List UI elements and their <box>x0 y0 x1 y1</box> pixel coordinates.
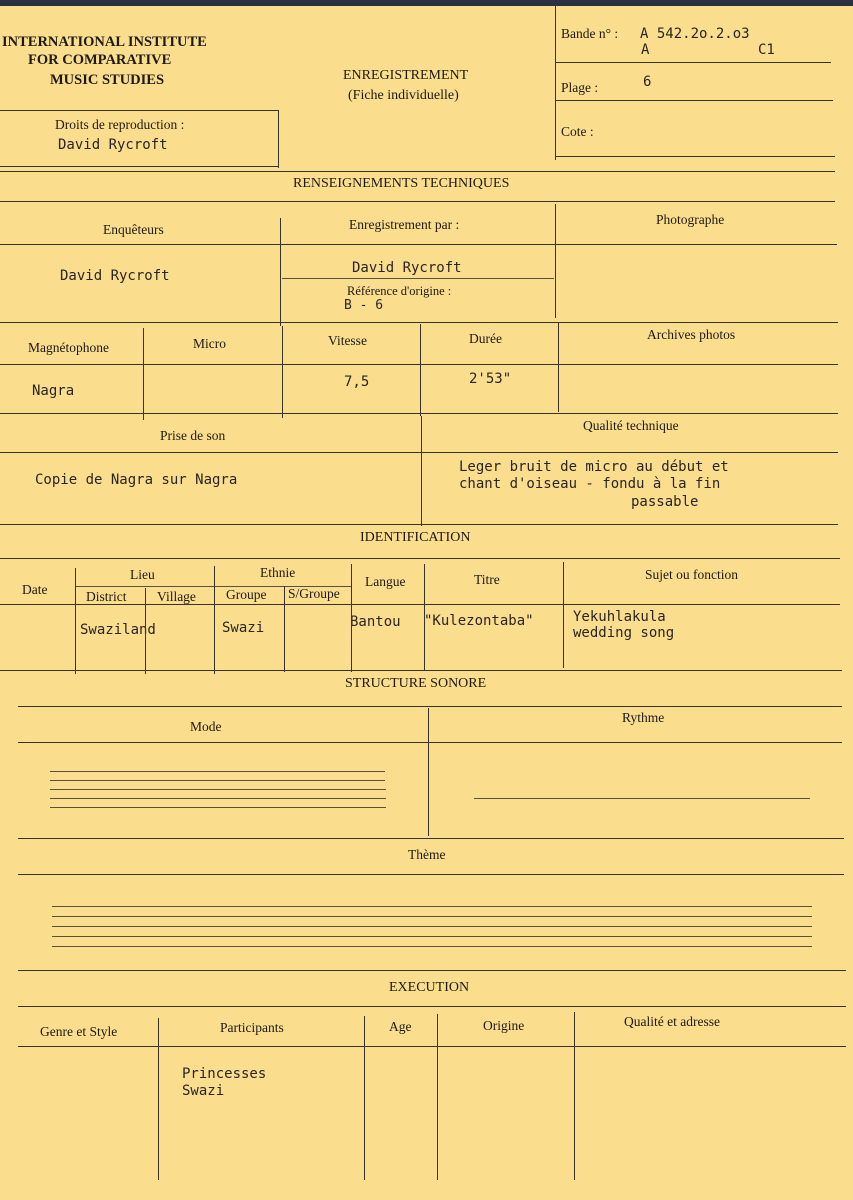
duree-value: 2'53" <box>469 371 512 387</box>
divider <box>278 110 279 168</box>
groupe-label: Groupe <box>226 587 267 602</box>
divider <box>0 171 835 172</box>
divider <box>214 566 215 674</box>
divider <box>282 326 283 418</box>
institute-name-line2: FOR COMPARATIVE <box>28 52 172 68</box>
titre-label: Titre <box>474 572 500 587</box>
divider <box>18 838 844 839</box>
section-technical-title: RENSEIGNEMENTS TECHNIQUES <box>293 176 510 191</box>
divider <box>555 62 831 63</box>
enqueteurs-label: Enquêteurs <box>103 222 164 237</box>
divider <box>424 564 425 670</box>
bande-label: Bande n° : <box>561 26 619 41</box>
theme-line <box>52 946 812 947</box>
divider <box>0 452 838 453</box>
district-label: District <box>86 589 127 604</box>
divider <box>0 201 835 202</box>
reference-label: Référence d'origine : <box>347 284 452 298</box>
origine-label: Origine <box>483 1018 525 1033</box>
divider <box>143 328 144 420</box>
enregistrement-value: David Rycroft <box>352 260 462 276</box>
institute-name-line1: INTERNATIONAL INSTITUTE <box>2 34 207 50</box>
sujet-line2: wedding song <box>573 625 675 641</box>
qualite-adresse-label: Qualité et adresse <box>624 1014 720 1029</box>
date-label: Date <box>22 582 48 597</box>
divider <box>0 670 842 671</box>
divider <box>0 166 278 167</box>
cote-label: Cote : <box>561 124 594 139</box>
qualite-line2: chant d'oiseau - fondu à la fin <box>459 476 721 492</box>
divider <box>0 558 840 559</box>
divider <box>555 156 835 157</box>
bande-side: A <box>641 42 650 58</box>
section-structure-title: STRUCTURE SONORE <box>345 676 487 691</box>
divider <box>158 1018 159 1180</box>
rythme-line <box>474 798 810 799</box>
genre-label: Genre et Style <box>40 1024 118 1039</box>
document-title: ENREGISTREMENT <box>343 68 469 83</box>
theme-line <box>52 906 812 907</box>
enqueteurs-value: David Rycroft <box>60 268 170 284</box>
divider <box>558 322 559 412</box>
divider <box>18 742 842 743</box>
bande-code: C1 <box>758 42 775 58</box>
groupe-value: Swazi <box>222 620 265 636</box>
theme-line <box>52 916 812 917</box>
divider <box>0 524 838 525</box>
sgroupe-label: S/Groupe <box>288 586 340 601</box>
divider <box>437 1014 438 1180</box>
divider <box>284 586 285 672</box>
age-label: Age <box>389 1019 412 1034</box>
lieu-label: Lieu <box>130 567 155 582</box>
divider <box>351 564 352 672</box>
divider <box>0 364 838 365</box>
rythme-label: Rythme <box>622 710 665 725</box>
titre-value: "Kulezontaba" <box>424 613 534 629</box>
divider <box>555 100 833 101</box>
qualite-line3: passable <box>631 494 699 510</box>
divider <box>555 204 556 318</box>
mode-line <box>50 771 385 772</box>
village-label: Village <box>157 589 196 604</box>
mode-line <box>50 789 386 790</box>
ethnie-label: Ethnie <box>260 565 296 580</box>
divider <box>574 1012 575 1180</box>
langue-value: Bantou <box>350 614 401 630</box>
rights-value: David Rycroft <box>58 137 168 153</box>
rights-label: Droits de reproduction : <box>55 117 185 132</box>
mode-line <box>50 807 386 808</box>
divider <box>563 562 564 668</box>
institute-name-line3: MUSIC STUDIES <box>50 72 165 88</box>
divider <box>364 1016 365 1180</box>
divider <box>280 218 281 326</box>
divider <box>421 416 422 526</box>
divider <box>0 322 838 323</box>
divider <box>18 1006 846 1007</box>
divider <box>0 110 278 111</box>
divider <box>420 324 421 416</box>
district-value: Swaziland <box>80 622 156 638</box>
divider <box>18 1046 846 1047</box>
plage-value: 6 <box>643 74 652 90</box>
sujet-line1: Yekuhlakula <box>573 609 666 625</box>
divider <box>0 244 837 245</box>
divider <box>555 6 556 160</box>
reference-value: B - 6 <box>344 298 384 313</box>
theme-line <box>52 926 812 927</box>
magnetophone-value: Nagra <box>32 383 75 399</box>
vitesse-value: 7,5 <box>344 374 370 390</box>
qualite-line1: Leger bruit de micro au début et <box>459 459 729 475</box>
magnetophone-label: Magnétophone <box>28 340 109 355</box>
enregistrement-label: Enregistrement par : <box>349 217 460 232</box>
catalogue-card <box>0 6 853 1200</box>
sujet-label: Sujet ou fonction <box>645 567 738 582</box>
participants-line2: Swazi <box>182 1083 225 1099</box>
qualite-technique-label: Qualité technique <box>583 418 679 433</box>
divider <box>18 874 844 875</box>
divider <box>0 604 840 605</box>
mode-label: Mode <box>190 719 222 734</box>
divider <box>18 706 842 707</box>
participants-label: Participants <box>220 1020 284 1035</box>
langue-label: Langue <box>365 574 406 589</box>
photographe-label: Photographe <box>656 212 725 227</box>
divider <box>282 278 554 279</box>
divider <box>75 568 76 674</box>
theme-line <box>52 936 812 937</box>
mode-line <box>50 780 385 781</box>
micro-label: Micro <box>193 336 226 351</box>
prise-label: Prise de son <box>160 428 226 443</box>
section-execution-title: EXECUTION <box>389 980 470 995</box>
divider <box>428 708 429 836</box>
divider <box>145 588 146 674</box>
divider <box>18 970 846 971</box>
prise-value: Copie de Nagra sur Nagra <box>35 472 238 488</box>
plage-label: Plage : <box>561 80 599 95</box>
bande-value: A 542.2o.2.o3 <box>640 26 750 42</box>
archives-label: Archives photos <box>647 327 736 342</box>
document-subtitle: (Fiche individuelle) <box>348 88 459 103</box>
mode-line <box>50 798 386 799</box>
vitesse-label: Vitesse <box>328 333 367 348</box>
duree-label: Durée <box>469 331 502 346</box>
theme-label: Thème <box>408 847 446 862</box>
section-identification-title: IDENTIFICATION <box>360 530 471 545</box>
divider <box>0 413 838 414</box>
participants-line1: Princesses <box>182 1066 267 1082</box>
